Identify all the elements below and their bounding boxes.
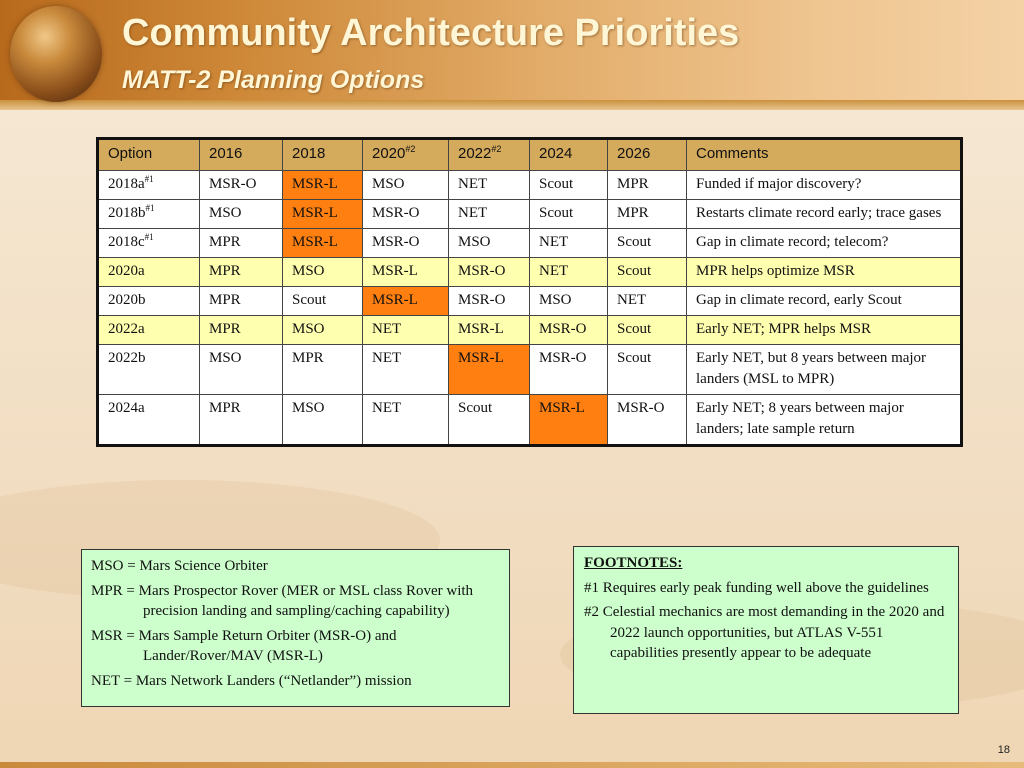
table-row [98, 229, 962, 258]
column-header: 2022$^{\#2}$ [449, 139, 530, 171]
mission-cell: MPR [283, 345, 363, 395]
legend-entry: MPR = Mars Prospector Rover (MER or MSL class Rover with precision landing and sampling/caching capability) [91, 582, 474, 619]
option-cell: 2020a [98, 258, 200, 287]
comment-cell: Early NET; 8 years between major landers; late sample return [687, 395, 962, 446]
table-row [98, 258, 962, 287]
mission-cell: MSR-O [449, 258, 530, 287]
footnotes-box [573, 546, 959, 714]
column-header: 2026 [608, 139, 687, 171]
mission-cell: MSR-O [363, 200, 449, 229]
mission-cell: MPR [200, 287, 283, 316]
mission-cell: MSO [283, 316, 363, 345]
planet-globe-icon [10, 6, 102, 102]
table-row [98, 395, 962, 446]
column-header: 2020$^{\#2}$ [363, 139, 449, 171]
table-header-row [98, 139, 962, 171]
comment-cell: Restarts climate record early; trace gases [687, 200, 962, 229]
mission-cell: MSO [363, 171, 449, 200]
mission-cell: MSR-L [449, 316, 530, 345]
column-header: 2018 [283, 139, 363, 171]
option-cell: 2020b [98, 287, 200, 316]
abbreviation-legend [81, 549, 510, 707]
mission-cell: MSR-O [530, 316, 608, 345]
mission-cell: Scout [449, 395, 530, 446]
mission-cell: MPR [200, 316, 283, 345]
option-cell: 2022a [98, 316, 200, 345]
banner-edge [0, 100, 1024, 110]
mission-cell: MSO [449, 229, 530, 258]
mission-cell: NET [363, 395, 449, 446]
mission-cell: MSO [283, 395, 363, 446]
mission-cell: Scout [608, 229, 687, 258]
legend-entry: NET = Mars Network Landers (“Netlander”) mission [91, 672, 412, 689]
page-number: 18 [997, 744, 1010, 756]
mission-cell: NET [608, 287, 687, 316]
page-title: Community Architecture Priorities [122, 12, 740, 54]
mission-cell: Scout [608, 316, 687, 345]
comment-cell: Early NET; MPR helps MSR [687, 316, 962, 345]
option-cell: 2024a [98, 395, 200, 446]
mission-cell: NET [530, 229, 608, 258]
table-row [98, 287, 962, 316]
option-cell: $2018b^{\#1}$ [98, 200, 200, 229]
comment-cell: Funded if major discovery? [687, 171, 962, 200]
column-header: Comments [687, 139, 962, 171]
option-cell: $2018a^{\#1}$ [98, 171, 200, 200]
mission-cell: NET [363, 345, 449, 395]
mission-cell: MSO [283, 258, 363, 287]
mission-cell: Scout [530, 171, 608, 200]
mission-cell: Scout [608, 258, 687, 287]
mission-cell: MSR-O [530, 345, 608, 395]
mission-cell: NET [530, 258, 608, 287]
comment-cell: MPR helps optimize MSR [687, 258, 962, 287]
mission-cell: MSR-L [283, 171, 363, 200]
mission-cell: NET [449, 200, 530, 229]
mission-cell: MSO [530, 287, 608, 316]
legend-entry: MSO = Mars Science Orbiter [91, 558, 268, 574]
option-cell: 2022b [98, 345, 200, 395]
mission-cell: Scout [608, 345, 687, 395]
mission-cell: MPR [608, 200, 687, 229]
table-row [98, 345, 962, 395]
mission-cell: MSR-O [200, 171, 283, 200]
comment-cell: Early NET, but 8 years between major landers (MSL to MPR) [687, 345, 962, 395]
mission-cell: MSR-L [530, 395, 608, 446]
mission-cell: MSR-L [283, 229, 363, 258]
mission-cell: Scout [530, 200, 608, 229]
option-cell: $2018c^{\#1}$ [98, 229, 200, 258]
comment-cell: Gap in climate record; telecom? [687, 229, 962, 258]
footer-bar [0, 762, 1024, 768]
planning-options-table [96, 137, 963, 447]
mission-cell: NET [449, 171, 530, 200]
column-header: 2024 [530, 139, 608, 171]
mission-cell: MSR-O [608, 395, 687, 446]
footnote-entry: #1 Requires early peak funding well above the guidelines [584, 579, 929, 596]
column-header: 2016 [200, 139, 283, 171]
mission-cell: MSR-L [363, 287, 449, 316]
mission-cell: MPR [608, 171, 687, 200]
mission-cell: MPR [200, 395, 283, 446]
mission-cell: MSR-L [449, 345, 530, 395]
table-row [98, 316, 962, 345]
table-row [98, 200, 962, 229]
mission-cell: MSR-L [283, 200, 363, 229]
mission-cell: MSO [200, 345, 283, 395]
mission-cell: MSR-O [449, 287, 530, 316]
mission-cell: MSR-L [363, 258, 449, 287]
mission-cell: MPR [200, 258, 283, 287]
column-header: Option [98, 139, 200, 171]
table-row [98, 171, 962, 200]
legend-entry: MSR = Mars Sample Return Orbiter (MSR-O) and Lander/Rover/MAV (MSR-L) [91, 627, 397, 664]
comment-cell: Gap in climate record, early Scout [687, 287, 962, 316]
mission-cell: MSO [200, 200, 283, 229]
mission-cell: Scout [283, 287, 363, 316]
mission-cell: NET [363, 316, 449, 345]
mission-cell: MSR-O [363, 229, 449, 258]
footnote-entry: #2 Celestial mechanics are most demanding in the 2020 and 2022 launch opportunities, but ATLAS V-551 capabilities presently appear to be adequate [584, 604, 945, 661]
footnotes-title: FOOTNOTES: [584, 555, 683, 571]
page-subtitle: MATT-2 Planning Options [122, 66, 425, 94]
mission-cell: MPR [200, 229, 283, 258]
